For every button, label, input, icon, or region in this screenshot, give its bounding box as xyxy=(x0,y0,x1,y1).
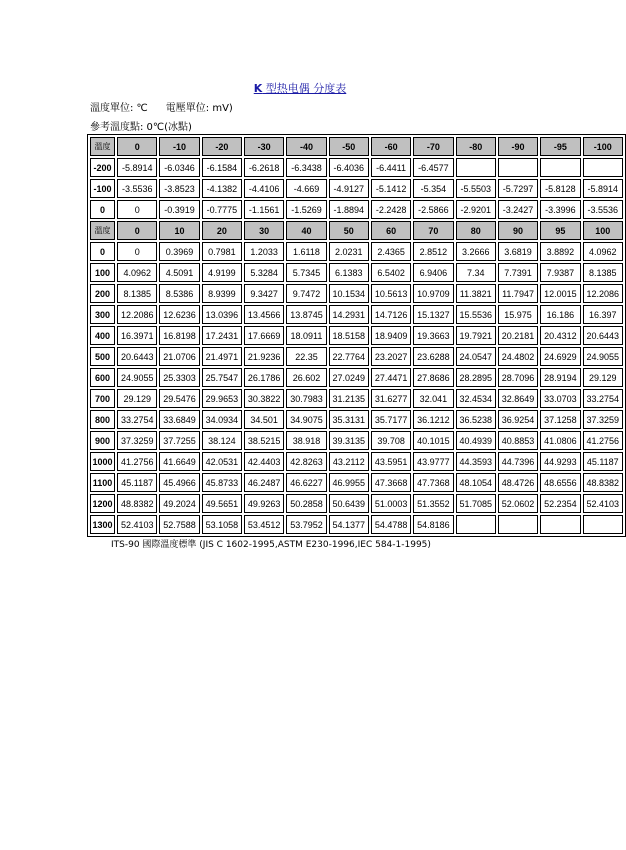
emf-cell: 51.0003 xyxy=(371,494,411,513)
emf-cell: 2.8512 xyxy=(413,242,453,261)
emf-cell: 10.9709 xyxy=(413,284,453,303)
emf-cell: -5.8914 xyxy=(117,158,157,177)
emf-cell: -6.4411 xyxy=(371,158,411,177)
emf-cell: 9.3427 xyxy=(244,284,284,303)
emf-cell: 45.4966 xyxy=(159,473,199,492)
table-row xyxy=(90,368,623,387)
emf-cell: 20.2181 xyxy=(498,326,538,345)
emf-cell: 15.975 xyxy=(498,305,538,324)
emf-cell: -5.354 xyxy=(413,179,453,198)
emf-cell: 24.9055 xyxy=(583,347,624,366)
column-header: 70 xyxy=(413,221,453,240)
emf-cell: 28.9194 xyxy=(540,368,580,387)
emf-cell: 37.1258 xyxy=(540,410,580,429)
emf-cell: 51.3552 xyxy=(413,494,453,513)
emf-cell: 7.9387 xyxy=(540,263,580,282)
emf-cell: 28.7096 xyxy=(498,368,538,387)
emf-cell: 31.6277 xyxy=(371,389,411,408)
emf-cell: 33.2754 xyxy=(117,410,157,429)
emf-cell: 2.0231 xyxy=(329,242,369,261)
emf-cell: 53.1058 xyxy=(202,515,242,534)
emf-cell: -6.1584 xyxy=(202,158,242,177)
emf-cell: 29.5476 xyxy=(159,389,199,408)
emf-cell: 42.4403 xyxy=(244,452,284,471)
emf-cell: 50.6439 xyxy=(329,494,369,513)
emf-cell: -5.7297 xyxy=(498,179,538,198)
table-row xyxy=(90,347,623,366)
emf-cell: 44.7396 xyxy=(498,452,538,471)
column-header: 30 xyxy=(244,221,284,240)
column-header: -90 xyxy=(498,137,538,156)
column-header: 90 xyxy=(498,221,538,240)
empty-cell xyxy=(456,515,496,534)
row-temperature: -100 xyxy=(90,179,115,198)
emf-cell: 29.129 xyxy=(583,368,624,387)
table-row xyxy=(90,179,623,198)
emf-cell: 37.3259 xyxy=(117,431,157,450)
standard-footnote: ITS-90 國際溫度標準 (JIS C 1602-1995,ASTM E230-1996,IEC 584-1-1995) xyxy=(111,540,431,550)
emf-cell: 46.2487 xyxy=(244,473,284,492)
emf-cell: 18.0911 xyxy=(286,326,326,345)
emf-cell: 24.0547 xyxy=(456,347,496,366)
emf-cell: 25.7547 xyxy=(202,368,242,387)
table-row xyxy=(90,242,623,261)
row-temperature: 800 xyxy=(90,410,115,429)
emf-cell: 18.5158 xyxy=(329,326,369,345)
emf-cell: 27.4471 xyxy=(371,368,411,387)
empty-cell xyxy=(583,515,624,534)
emf-cell: 15.5536 xyxy=(456,305,496,324)
table-row xyxy=(90,305,623,324)
table-row xyxy=(90,263,623,282)
emf-cell: 23.2027 xyxy=(371,347,411,366)
emf-cell: 3.8892 xyxy=(540,242,580,261)
emf-cell: 19.7921 xyxy=(456,326,496,345)
emf-cell: 49.9263 xyxy=(244,494,284,513)
column-header: 80 xyxy=(456,221,496,240)
emf-cell: 8.9399 xyxy=(202,284,242,303)
emf-cell: 28.2895 xyxy=(456,368,496,387)
emf-cell: 46.6227 xyxy=(286,473,326,492)
emf-cell: 52.7588 xyxy=(159,515,199,534)
emf-cell: 15.1327 xyxy=(413,305,453,324)
emf-cell: 7.7391 xyxy=(498,263,538,282)
table-row xyxy=(90,410,623,429)
column-header: -40 xyxy=(286,137,326,156)
column-header: 60 xyxy=(371,221,411,240)
page-title xyxy=(0,80,600,96)
emf-cell: 26.1786 xyxy=(244,368,284,387)
emf-cell: 8.5386 xyxy=(159,284,199,303)
empty-cell xyxy=(498,515,538,534)
column-header: -10 xyxy=(159,137,199,156)
emf-cell: 43.9777 xyxy=(413,452,453,471)
header-row xyxy=(90,221,623,240)
row-temperature: 300 xyxy=(90,305,115,324)
emf-cell: 54.4788 xyxy=(371,515,411,534)
emf-cell: 11.7947 xyxy=(498,284,538,303)
k-type-thermocouple-table xyxy=(87,134,626,537)
emf-cell: 4.9199 xyxy=(202,263,242,282)
emf-cell: 16.397 xyxy=(583,305,624,324)
emf-cell: 44.3593 xyxy=(456,452,496,471)
emf-cell: 52.2354 xyxy=(540,494,580,513)
reference-point: 參考溫度點: 0℃(冰點) xyxy=(90,122,192,133)
emf-cell: 7.34 xyxy=(456,263,496,282)
emf-cell: 0.3969 xyxy=(159,242,199,261)
emf-cell: 12.2086 xyxy=(583,284,624,303)
emf-cell: -2.5866 xyxy=(413,200,453,219)
table-row xyxy=(90,326,623,345)
column-header: 0 xyxy=(117,137,157,156)
column-header: -100 xyxy=(583,137,624,156)
emf-cell: 36.5238 xyxy=(456,410,496,429)
corner-cell: 溫度 xyxy=(90,221,115,240)
emf-cell: 13.0396 xyxy=(202,305,242,324)
table-body xyxy=(90,137,623,534)
emf-cell: -6.2618 xyxy=(244,158,284,177)
title-rest: 型热电偶 分度表 xyxy=(262,82,347,95)
emf-cell: 36.1212 xyxy=(413,410,453,429)
emf-cell: 34.0934 xyxy=(202,410,242,429)
emf-cell: 33.0703 xyxy=(540,389,580,408)
table-row xyxy=(90,158,623,177)
emf-cell: 24.9055 xyxy=(117,368,157,387)
emf-cell: 40.4939 xyxy=(456,431,496,450)
emf-cell: 8.1385 xyxy=(117,284,157,303)
emf-cell: 33.6849 xyxy=(159,410,199,429)
column-header: 100 xyxy=(583,221,624,240)
row-temperature: 200 xyxy=(90,284,115,303)
emf-cell: 13.8745 xyxy=(286,305,326,324)
column-header: 0 xyxy=(117,221,157,240)
emf-cell: 35.7177 xyxy=(371,410,411,429)
emf-cell: 14.2931 xyxy=(329,305,369,324)
emf-cell: -0.3919 xyxy=(159,200,199,219)
emf-cell: 45.8733 xyxy=(202,473,242,492)
emf-cell: -4.1382 xyxy=(202,179,242,198)
emf-cell: 52.4103 xyxy=(583,494,624,513)
emf-cell: -5.8914 xyxy=(583,179,624,198)
table-row xyxy=(90,473,623,492)
emf-cell: 30.3822 xyxy=(244,389,284,408)
emf-cell: 39.708 xyxy=(371,431,411,450)
emf-cell: 48.1054 xyxy=(456,473,496,492)
emf-cell: 53.7952 xyxy=(286,515,326,534)
emf-cell: 18.9409 xyxy=(371,326,411,345)
emf-unit: 電壓單位: mV) xyxy=(165,103,233,114)
emf-cell: 2.4365 xyxy=(371,242,411,261)
emf-cell: 43.2112 xyxy=(329,452,369,471)
empty-cell xyxy=(583,158,624,177)
emf-cell: 50.2858 xyxy=(286,494,326,513)
emf-cell: 30.7983 xyxy=(286,389,326,408)
emf-cell: -3.3996 xyxy=(540,200,580,219)
emf-cell: 33.2754 xyxy=(583,389,624,408)
emf-cell: 54.8186 xyxy=(413,515,453,534)
emf-cell: 12.2086 xyxy=(117,305,157,324)
emf-cell: 48.6556 xyxy=(540,473,580,492)
table-row xyxy=(90,389,623,408)
row-temperature: 700 xyxy=(90,389,115,408)
emf-cell: 29.9653 xyxy=(202,389,242,408)
emf-cell: 38.124 xyxy=(202,431,242,450)
row-temperature: 100 xyxy=(90,263,115,282)
emf-cell: 37.3259 xyxy=(583,410,624,429)
emf-cell: 32.4534 xyxy=(456,389,496,408)
row-temperature: 1300 xyxy=(90,515,115,534)
row-temperature: 0 xyxy=(90,200,115,219)
column-header: -70 xyxy=(413,137,453,156)
emf-cell: 41.0806 xyxy=(540,431,580,450)
emf-cell: 20.6443 xyxy=(583,326,624,345)
emf-cell: 39.3135 xyxy=(329,431,369,450)
emf-cell: 0 xyxy=(117,242,157,261)
emf-cell: 1.6118 xyxy=(286,242,326,261)
emf-cell: -3.5536 xyxy=(117,179,157,198)
emf-cell: 32.8649 xyxy=(498,389,538,408)
emf-cell: 10.5613 xyxy=(371,284,411,303)
emf-cell: 17.6669 xyxy=(244,326,284,345)
emf-cell: 48.4726 xyxy=(498,473,538,492)
emf-cell: 12.6236 xyxy=(159,305,199,324)
emf-cell: 43.5951 xyxy=(371,452,411,471)
emf-cell: -3.8523 xyxy=(159,179,199,198)
emf-cell: -5.8128 xyxy=(540,179,580,198)
column-header: 40 xyxy=(286,221,326,240)
emf-cell: 31.2135 xyxy=(329,389,369,408)
emf-cell: 22.35 xyxy=(286,347,326,366)
emf-cell: -6.4577 xyxy=(413,158,453,177)
row-temperature: 1200 xyxy=(90,494,115,513)
emf-cell: 42.8263 xyxy=(286,452,326,471)
emf-cell: 45.1187 xyxy=(117,473,157,492)
emf-cell: 14.7126 xyxy=(371,305,411,324)
emf-cell: 49.2024 xyxy=(159,494,199,513)
row-temperature: 500 xyxy=(90,347,115,366)
emf-cell: 29.129 xyxy=(117,389,157,408)
emf-cell: 0.7981 xyxy=(202,242,242,261)
emf-cell: -4.4106 xyxy=(244,179,284,198)
emf-cell: 40.1015 xyxy=(413,431,453,450)
emf-cell: 41.2756 xyxy=(117,452,157,471)
emf-cell: 48.8382 xyxy=(583,473,624,492)
emf-cell: -3.2427 xyxy=(498,200,538,219)
emf-cell: -5.1412 xyxy=(371,179,411,198)
emf-cell: 6.1383 xyxy=(329,263,369,282)
emf-cell: 52.0602 xyxy=(498,494,538,513)
emf-cell: 44.9293 xyxy=(540,452,580,471)
emf-cell: 16.3971 xyxy=(117,326,157,345)
table-row xyxy=(90,200,623,219)
emf-cell: 53.4512 xyxy=(244,515,284,534)
emf-cell: 54.1377 xyxy=(329,515,369,534)
emf-cell: 46.9955 xyxy=(329,473,369,492)
emf-cell: 25.3303 xyxy=(159,368,199,387)
row-temperature: 0 xyxy=(90,242,115,261)
emf-cell: 42.0531 xyxy=(202,452,242,471)
emf-cell: 49.5651 xyxy=(202,494,242,513)
emf-cell: 38.918 xyxy=(286,431,326,450)
emf-cell: 38.5215 xyxy=(244,431,284,450)
emf-cell: 51.7085 xyxy=(456,494,496,513)
emf-cell: 27.0249 xyxy=(329,368,369,387)
emf-cell: 41.2756 xyxy=(583,431,624,450)
emf-cell: -1.8894 xyxy=(329,200,369,219)
emf-cell: -4.669 xyxy=(286,179,326,198)
emf-cell: -2.9201 xyxy=(456,200,496,219)
column-header: -80 xyxy=(456,137,496,156)
emf-cell: 23.6288 xyxy=(413,347,453,366)
table-row xyxy=(90,452,623,471)
column-header: -30 xyxy=(244,137,284,156)
emf-cell: 20.6443 xyxy=(117,347,157,366)
emf-cell: 41.6649 xyxy=(159,452,199,471)
emf-cell: -6.4036 xyxy=(329,158,369,177)
emf-cell: 37.7255 xyxy=(159,431,199,450)
corner-cell: 溫度 xyxy=(90,137,115,156)
emf-cell: 4.5091 xyxy=(159,263,199,282)
empty-cell xyxy=(498,158,538,177)
emf-cell: 34.501 xyxy=(244,410,284,429)
column-header: -60 xyxy=(371,137,411,156)
column-header: 10 xyxy=(159,221,199,240)
emf-cell: 4.0962 xyxy=(117,263,157,282)
emf-cell: -3.5536 xyxy=(583,200,624,219)
emf-cell: -4.9127 xyxy=(329,179,369,198)
emf-cell: 12.0015 xyxy=(540,284,580,303)
emf-cell: 9.7472 xyxy=(286,284,326,303)
emf-cell: 35.3131 xyxy=(329,410,369,429)
emf-cell: 4.0962 xyxy=(583,242,624,261)
row-temperature: 900 xyxy=(90,431,115,450)
thermocouple-table-wrapper xyxy=(87,134,620,537)
table-row xyxy=(90,284,623,303)
empty-cell xyxy=(456,158,496,177)
empty-cell xyxy=(540,515,580,534)
emf-cell: -6.0346 xyxy=(159,158,199,177)
emf-cell: 27.8686 xyxy=(413,368,453,387)
emf-cell: 47.7368 xyxy=(413,473,453,492)
column-header: -50 xyxy=(329,137,369,156)
emf-cell: 8.1385 xyxy=(583,263,624,282)
emf-cell: 47.3668 xyxy=(371,473,411,492)
emf-cell: 24.4802 xyxy=(498,347,538,366)
emf-cell: 5.3284 xyxy=(244,263,284,282)
emf-cell: 11.3821 xyxy=(456,284,496,303)
header-row xyxy=(90,137,623,156)
emf-cell: 21.0706 xyxy=(159,347,199,366)
emf-cell: -1.1561 xyxy=(244,200,284,219)
emf-cell: 13.4566 xyxy=(244,305,284,324)
row-temperature: 400 xyxy=(90,326,115,345)
emf-cell: 16.8198 xyxy=(159,326,199,345)
emf-cell: 20.4312 xyxy=(540,326,580,345)
temperature-unit: 溫度單位: ℃ xyxy=(90,103,148,114)
emf-cell: 17.2431 xyxy=(202,326,242,345)
row-temperature: 600 xyxy=(90,368,115,387)
table-row xyxy=(90,431,623,450)
column-header: -20 xyxy=(202,137,242,156)
row-temperature: 1100 xyxy=(90,473,115,492)
emf-cell: -1.5269 xyxy=(286,200,326,219)
emf-cell: 36.9254 xyxy=(498,410,538,429)
emf-cell: 10.1534 xyxy=(329,284,369,303)
emf-cell: -5.5503 xyxy=(456,179,496,198)
emf-cell: -6.3438 xyxy=(286,158,326,177)
emf-cell: 45.1187 xyxy=(583,452,624,471)
emf-cell: 21.4971 xyxy=(202,347,242,366)
unit-line xyxy=(90,99,233,114)
emf-cell: 26.602 xyxy=(286,368,326,387)
emf-cell: 5.7345 xyxy=(286,263,326,282)
emf-cell: 0 xyxy=(117,200,157,219)
emf-cell: -0.7775 xyxy=(202,200,242,219)
column-header: -95 xyxy=(540,137,580,156)
column-header: 20 xyxy=(202,221,242,240)
emf-cell: 19.3663 xyxy=(413,326,453,345)
column-header: 50 xyxy=(329,221,369,240)
empty-cell xyxy=(540,158,580,177)
emf-cell: 34.9075 xyxy=(286,410,326,429)
emf-cell: 52.4103 xyxy=(117,515,157,534)
emf-cell: 21.9236 xyxy=(244,347,284,366)
emf-cell: 24.6929 xyxy=(540,347,580,366)
emf-cell: -2.2428 xyxy=(371,200,411,219)
emf-cell: 16.186 xyxy=(540,305,580,324)
emf-cell: 22.7764 xyxy=(329,347,369,366)
emf-cell: 6.9406 xyxy=(413,263,453,282)
emf-cell: 40.8853 xyxy=(498,431,538,450)
table-row xyxy=(90,515,623,534)
emf-cell: 6.5402 xyxy=(371,263,411,282)
row-temperature: 1000 xyxy=(90,452,115,471)
emf-cell: 1.2033 xyxy=(244,242,284,261)
emf-cell: 3.2666 xyxy=(456,242,496,261)
emf-cell: 32.041 xyxy=(413,389,453,408)
emf-cell: 48.8382 xyxy=(117,494,157,513)
column-header: 95 xyxy=(540,221,580,240)
title-k: K xyxy=(253,82,263,95)
table-row xyxy=(90,494,623,513)
emf-cell: 3.6819 xyxy=(498,242,538,261)
row-temperature: -200 xyxy=(90,158,115,177)
